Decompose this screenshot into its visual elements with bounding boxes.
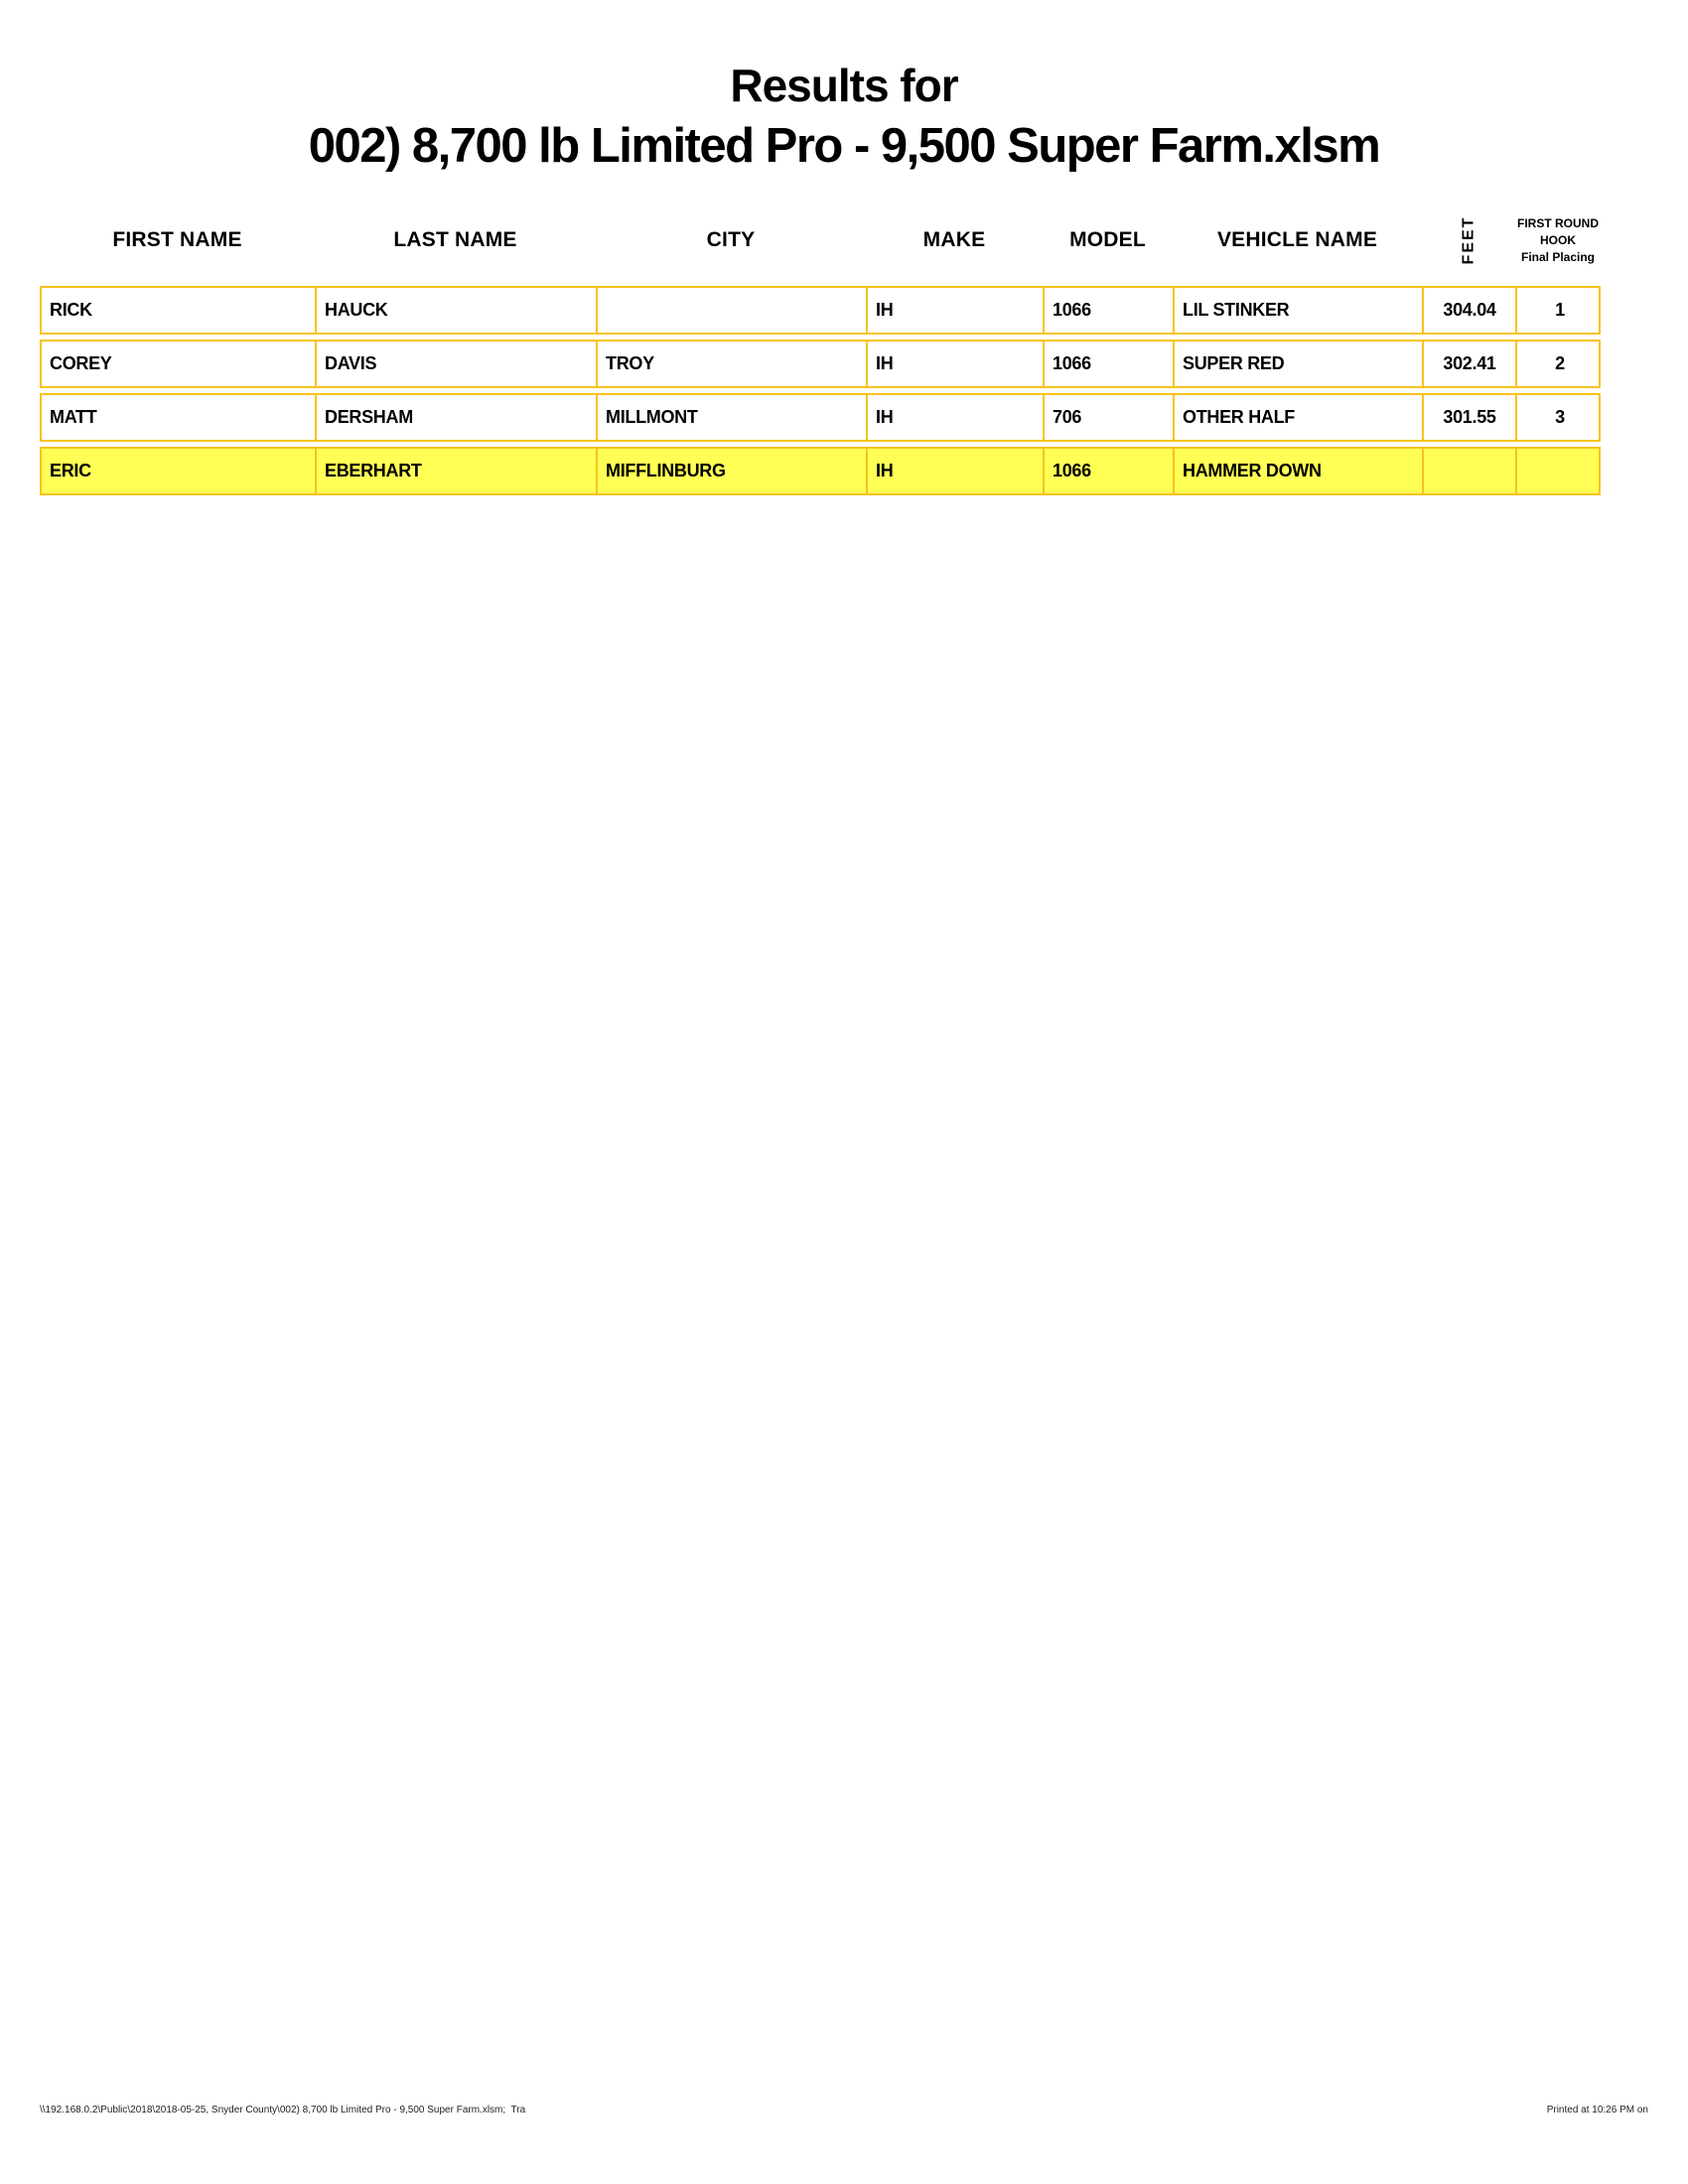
table-body (40, 286, 1601, 500)
cell-city: MILLMONT (598, 395, 868, 440)
feet-vertical-label: FEET (1459, 215, 1477, 265)
cell-city (598, 288, 868, 333)
header-first-name: FIRST NAME (112, 228, 242, 251)
header-first-round-hook (1515, 195, 1601, 286)
table-row (40, 447, 1601, 495)
cell-last-name: HAUCK (317, 288, 598, 333)
table-row (40, 340, 1601, 388)
cell-feet: 302.41 (1424, 341, 1517, 386)
cell-placing: 2 (1555, 353, 1565, 373)
header-city: CITY (706, 228, 756, 251)
cell-make: IH (868, 341, 1045, 386)
header-model: MODEL (1069, 228, 1146, 251)
table-header-row (40, 195, 1601, 286)
header-last-name: LAST NAME (393, 228, 517, 251)
cell-last-name: DERSHAM (317, 395, 598, 440)
footer-file-path: \\192.168.0.2\Public\2018\2018-05-25, Snyder County\002) 8,700 lb Limited Pro - 9,500 Super Farm.xlsm; Tra (40, 2105, 526, 2116)
cell-vehicle-name: LIL STINKER (1175, 288, 1424, 333)
cell-placing: 3 (1555, 407, 1565, 427)
cell-first-name: ERIC (42, 449, 317, 493)
table-row (40, 393, 1601, 442)
cell-feet: 304.04 (1424, 288, 1517, 333)
cell-first-name: MATT (42, 395, 317, 440)
page-title-line1: Results for (730, 60, 958, 111)
cell-feet: 301.55 (1424, 395, 1517, 440)
cell-vehicle-name: OTHER HALF (1175, 395, 1424, 440)
hook-line1: FIRST ROUND (1517, 215, 1599, 230)
cell-feet (1424, 449, 1517, 493)
cell-first-name: RICK (42, 288, 317, 333)
hook-line3: Final Placing (1520, 249, 1595, 264)
cell-city: MIFFLINBURG (598, 449, 868, 493)
table-row (40, 286, 1601, 335)
cell-placing: 1 (1555, 300, 1565, 320)
footer-printed-at: Printed at 10:26 PM on (1546, 2105, 1648, 2116)
cell-model: 1066 (1045, 449, 1175, 493)
cell-last-name: DAVIS (317, 341, 598, 386)
hook-line2: HOOK (1540, 232, 1576, 247)
cell-make: IH (868, 288, 1045, 333)
cell-model: 706 (1045, 395, 1175, 440)
cell-make: IH (868, 449, 1045, 493)
header-feet (1422, 195, 1515, 286)
page-title-line2: 002) 8,700 lb Limited Pro - 9,500 Super Farm.xlsm (308, 119, 1380, 173)
header-make: MAKE (922, 228, 986, 251)
cell-city: TROY (598, 341, 868, 386)
cell-model: 1066 (1045, 341, 1175, 386)
cell-last-name: EBERHART (317, 449, 598, 493)
cell-placing (1517, 449, 1603, 493)
cell-model: 1066 (1045, 288, 1175, 333)
cell-vehicle-name: SUPER RED (1175, 341, 1424, 386)
cell-make: IH (868, 395, 1045, 440)
cell-first-name: COREY (42, 341, 317, 386)
cell-vehicle-name: HAMMER DOWN (1175, 449, 1424, 493)
header-vehicle-name: VEHICLE NAME (1216, 228, 1378, 251)
